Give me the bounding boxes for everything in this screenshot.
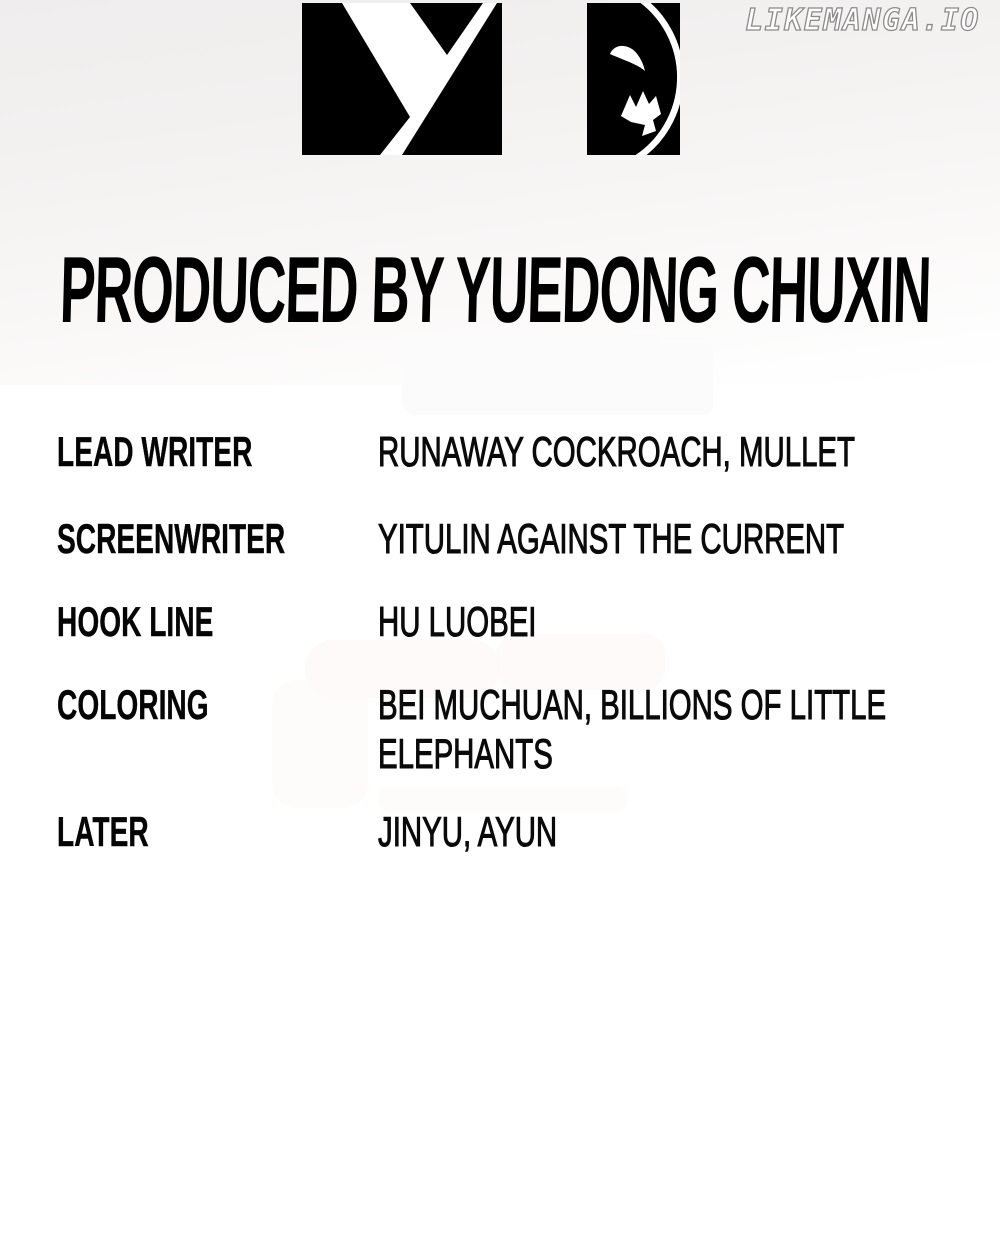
- logo-moon-face-icon: [587, 3, 680, 155]
- credit-names-value: BEI MUCHUAN, BILLIONS OF LITTLE ELEPHANTS: [378, 681, 887, 777]
- credit-names-value: JINYU, AYUN: [378, 808, 558, 855]
- page-title-text: PRODUCED BY YUEDONG CHUXIN: [58, 237, 932, 342]
- page-title: [58, 237, 960, 344]
- site-watermark: LIKEMANGA.IO: [745, 3, 980, 38]
- credit-role-label: LEAD WRITER: [57, 428, 253, 475]
- credit-role-label: HOOK LINE: [57, 598, 214, 645]
- credit-names-value: RUNAWAY COCKROACH, MULLET: [378, 428, 855, 475]
- credit-role-label: SCREENWRITER: [57, 515, 286, 562]
- credit-names-value: HU LUOBEI: [378, 598, 537, 645]
- ghost-artifact: [272, 680, 368, 808]
- ghost-artifact: [608, 343, 713, 415]
- credit-role-label: COLORING: [57, 681, 209, 728]
- logo-y-icon: [302, 3, 502, 155]
- credit-role-label: LATER: [57, 808, 149, 855]
- credit-names-value: YITULIN AGAINST THE CURRENT: [378, 515, 845, 562]
